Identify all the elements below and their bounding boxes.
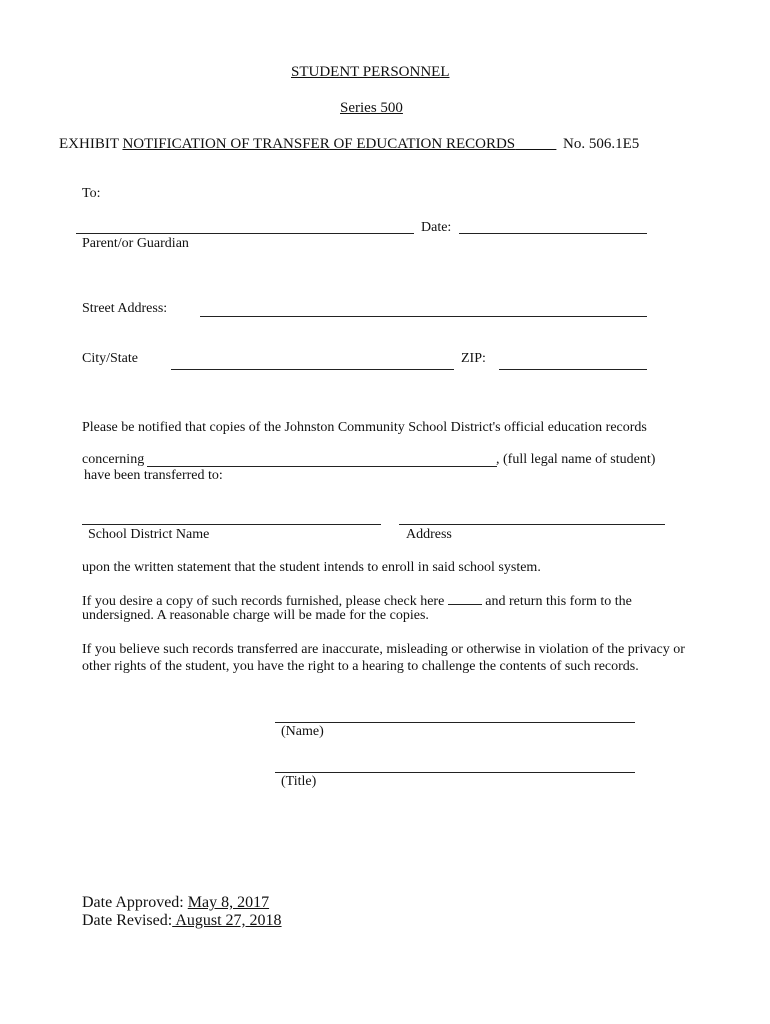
zip-line[interactable]: [499, 369, 647, 370]
series-title: Series 500: [340, 100, 403, 116]
street-address-line[interactable]: [200, 316, 647, 317]
date-approved-label: Date Approved:: [82, 894, 188, 911]
date-approved: [82, 894, 269, 912]
date-label: Date:: [421, 220, 452, 235]
section-title: STUDENT PERSONNEL: [291, 64, 450, 80]
exhibit-title: NOTIFICATION OF TRANSFER OF EDUCATION RECORDS: [122, 136, 516, 152]
copy-request-part-2: and return this form to the: [485, 594, 632, 609]
city-state-line[interactable]: [171, 369, 454, 370]
exhibit-heading: [59, 136, 556, 153]
parent-guardian-label: Parent/or Guardian: [82, 236, 189, 251]
zip-label: ZIP:: [461, 351, 486, 366]
name-label: (Name): [281, 724, 324, 739]
student-name-line[interactable]: [147, 466, 497, 467]
date-revised-label: Date Revised:: [82, 912, 173, 929]
exhibit-number: No. 506.1E5: [563, 136, 640, 152]
date-line[interactable]: [459, 233, 647, 234]
city-state-label: City/State: [82, 351, 138, 366]
street-address-label: Street Address:: [82, 301, 168, 316]
notice-text: Please be notified that copies of the Johnston Community School District's official education records: [82, 420, 647, 435]
school-district-line[interactable]: [82, 524, 381, 525]
district-address-line[interactable]: [399, 524, 665, 525]
name-signature-line[interactable]: [275, 722, 635, 723]
statement-text: upon the written statement that the student intends to enroll in said school system.: [82, 560, 541, 575]
title-label: (Title): [281, 774, 317, 789]
concerning-label: concerning: [82, 452, 145, 467]
copy-checkbox-blank[interactable]: [448, 592, 482, 605]
exhibit-title-gap: [515, 136, 556, 152]
date-revised: [82, 912, 282, 930]
to-label: To:: [82, 186, 101, 201]
rights-text: If you believe such records transferred are inaccurate, misleading or otherwise in violation of the privacy or other rights of the student, you have the right to a hearing to challenge the contents of such records.: [82, 642, 685, 674]
copy-request-part-1: If you desire a copy of such records furnished, please check here: [82, 594, 445, 609]
date-approved-value: May 8, 2017: [187, 894, 270, 911]
exhibit-prefix: EXHIBIT: [59, 136, 123, 152]
concerning-suffix: , (full legal name of student): [496, 452, 656, 467]
school-district-label: School District Name: [88, 527, 210, 542]
transferred-text: have been transferred to:: [84, 468, 223, 483]
address-label: Address: [406, 527, 452, 542]
parent-name-line[interactable]: [76, 233, 414, 234]
date-revised-value: August 27, 2018: [172, 912, 282, 929]
copy-request-line-2: undersigned. A reasonable charge will be made for the copies.: [82, 608, 429, 623]
title-signature-line[interactable]: [275, 772, 635, 773]
